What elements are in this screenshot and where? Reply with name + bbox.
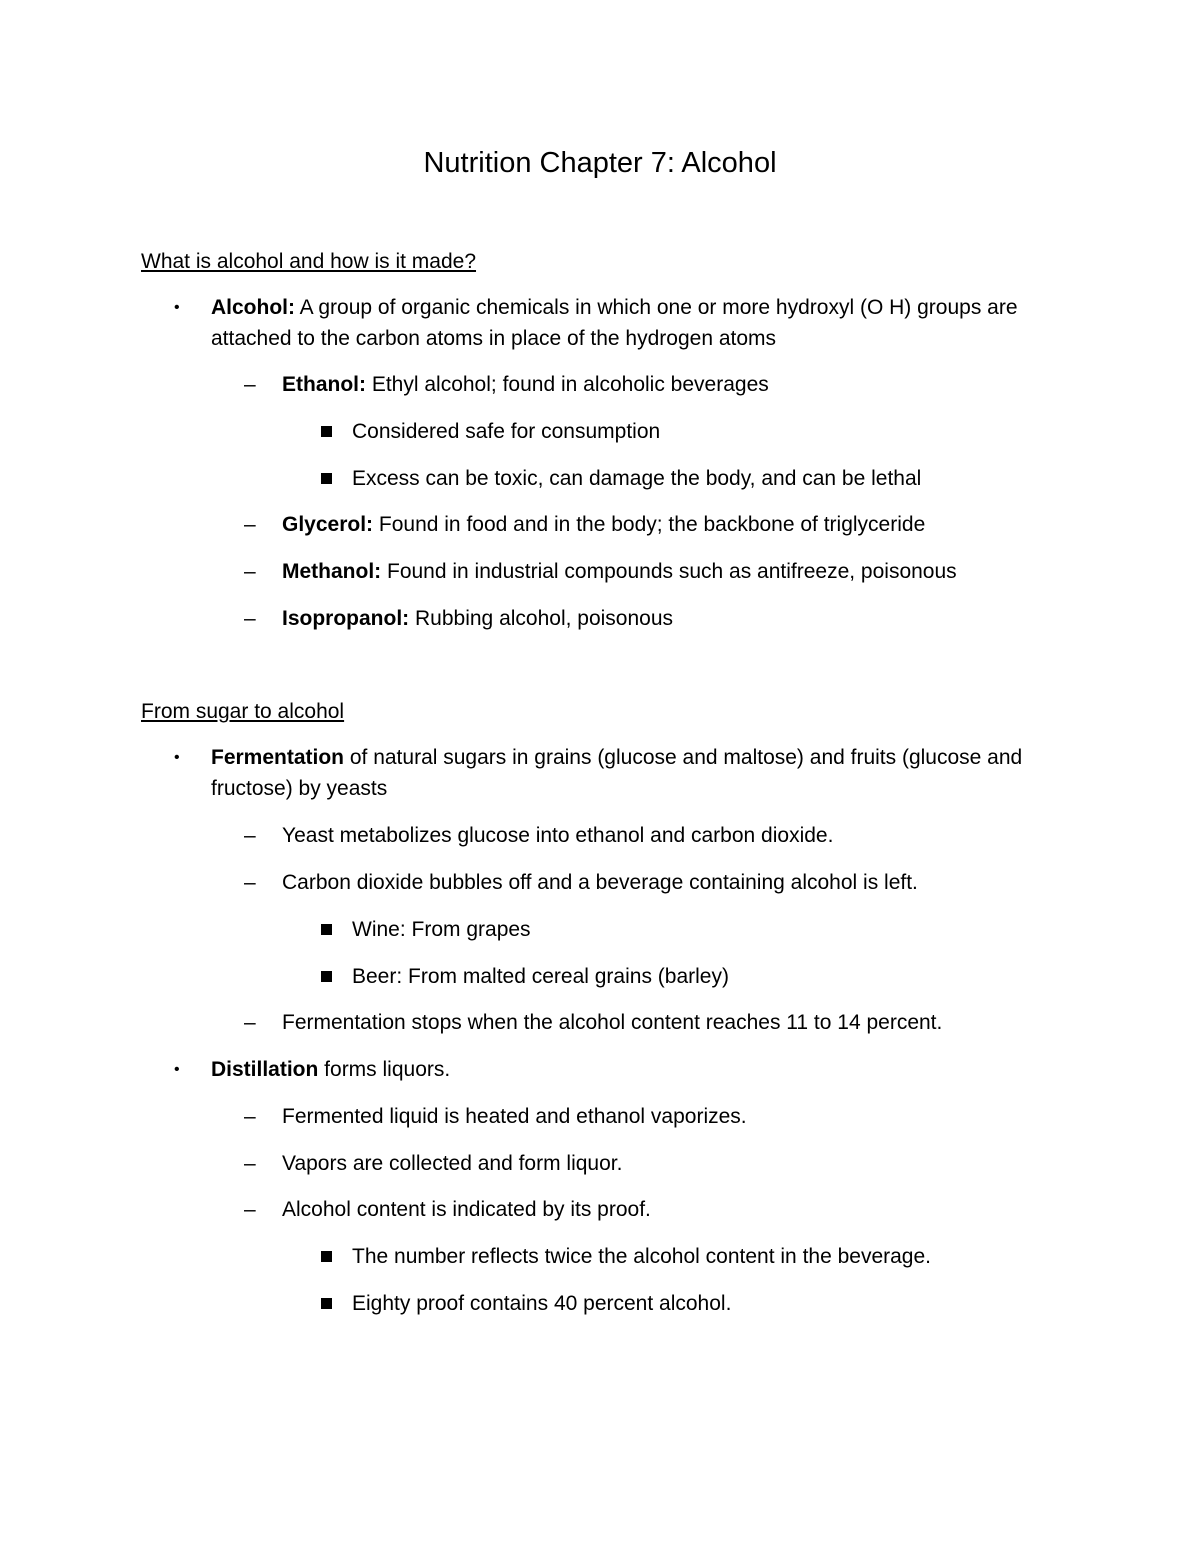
square-bullet-icon (321, 924, 332, 935)
page-title: Nutrition Chapter 7: Alcohol (423, 147, 777, 179)
list-item-yeast: Yeast metabolizes glucose into ethanol and carbon dioxide. (282, 824, 834, 847)
list-item-ethanol (282, 369, 1062, 400)
dash-marker: – (244, 1198, 256, 1221)
bullet-marker: • (174, 749, 180, 766)
dash-marker: – (244, 1152, 256, 1175)
dash-marker: – (244, 824, 256, 847)
square-bullet-icon (321, 473, 332, 484)
list-item-ethanol-excess: Excess can be toxic, can damage the body, and can be lethal (352, 467, 922, 490)
definition-glycerol: Found in food and in the body; the backbone of triglyceride (373, 513, 926, 536)
section-heading-what-is-alcohol: What is alcohol and how is it made? (141, 250, 477, 273)
dash-marker: – (244, 1105, 256, 1128)
term-glycerol: Glycerol: (282, 513, 374, 536)
list-item-wine: Wine: From grapes (352, 918, 531, 941)
list-item-glycerol (282, 509, 1062, 540)
square-bullet-icon (321, 1251, 332, 1262)
square-bullet-icon (321, 1298, 332, 1309)
list-item-fermentation (211, 742, 1051, 804)
square-bullet-icon (321, 971, 332, 982)
term-isopropanol: Isopropanol: (282, 607, 410, 630)
section-heading-sugar-to-alcohol: From sugar to alcohol (141, 700, 345, 723)
dash-marker: – (244, 373, 256, 396)
definition-fermentation: of natural sugars in grains (glucose and maltose) and fruits (glucose and fructose) by yeasts (211, 746, 1023, 800)
dash-marker: – (244, 607, 256, 630)
list-item-beer: Beer: From malted cereal grains (barley) (352, 965, 729, 988)
term-fermentation: Fermentation (211, 746, 345, 769)
dash-marker: – (244, 560, 256, 583)
list-item-eighty-proof: Eighty proof contains 40 percent alcohol. (352, 1292, 732, 1315)
list-item-alcohol (211, 292, 1051, 354)
term-ethanol: Ethanol: (282, 373, 366, 396)
list-item-proof-number: The number reflects twice the alcohol content in the beverage. (352, 1245, 931, 1268)
list-item-heated: Fermented liquid is heated and ethanol vaporizes. (282, 1105, 747, 1128)
list-item-methanol (282, 556, 1062, 587)
term-distillation: Distillation (211, 1058, 319, 1081)
list-item-proof: Alcohol content is indicated by its proof. (282, 1198, 651, 1221)
definition-distillation: forms liquors. (318, 1058, 451, 1081)
term-methanol: Methanol: (282, 560, 382, 583)
list-item-distillation (211, 1054, 1051, 1085)
dash-marker: – (244, 1011, 256, 1034)
list-item-ethanol-safe: Considered safe for consumption (352, 420, 661, 443)
definition-isopropanol: Rubbing alcohol, poisonous (409, 607, 674, 630)
list-item-carbon-dioxide: Carbon dioxide bubbles off and a beverage containing alcohol is left. (282, 871, 918, 894)
list-item-fermentation-stops: Fermentation stops when the alcohol content reaches 11 to 14 percent. (282, 1011, 943, 1034)
square-bullet-icon (321, 426, 332, 437)
definition-ethanol: Ethyl alcohol; found in alcoholic beverages (366, 373, 769, 396)
list-item-vapors: Vapors are collected and form liquor. (282, 1152, 623, 1175)
term-alcohol: Alcohol: (211, 296, 295, 319)
bullet-marker: • (174, 1061, 180, 1078)
definition-methanol: Found in industrial compounds such as antifreeze, poisonous (381, 560, 957, 583)
definition-alcohol: A group of organic chemicals in which one or more hydroxyl (O H) groups are attached to the carbon atoms in place of the hydrogen atoms (211, 296, 1018, 350)
list-item-isopropanol (282, 603, 1062, 634)
dash-marker: – (244, 871, 256, 894)
bullet-marker: • (174, 299, 180, 316)
dash-marker: – (244, 513, 256, 536)
